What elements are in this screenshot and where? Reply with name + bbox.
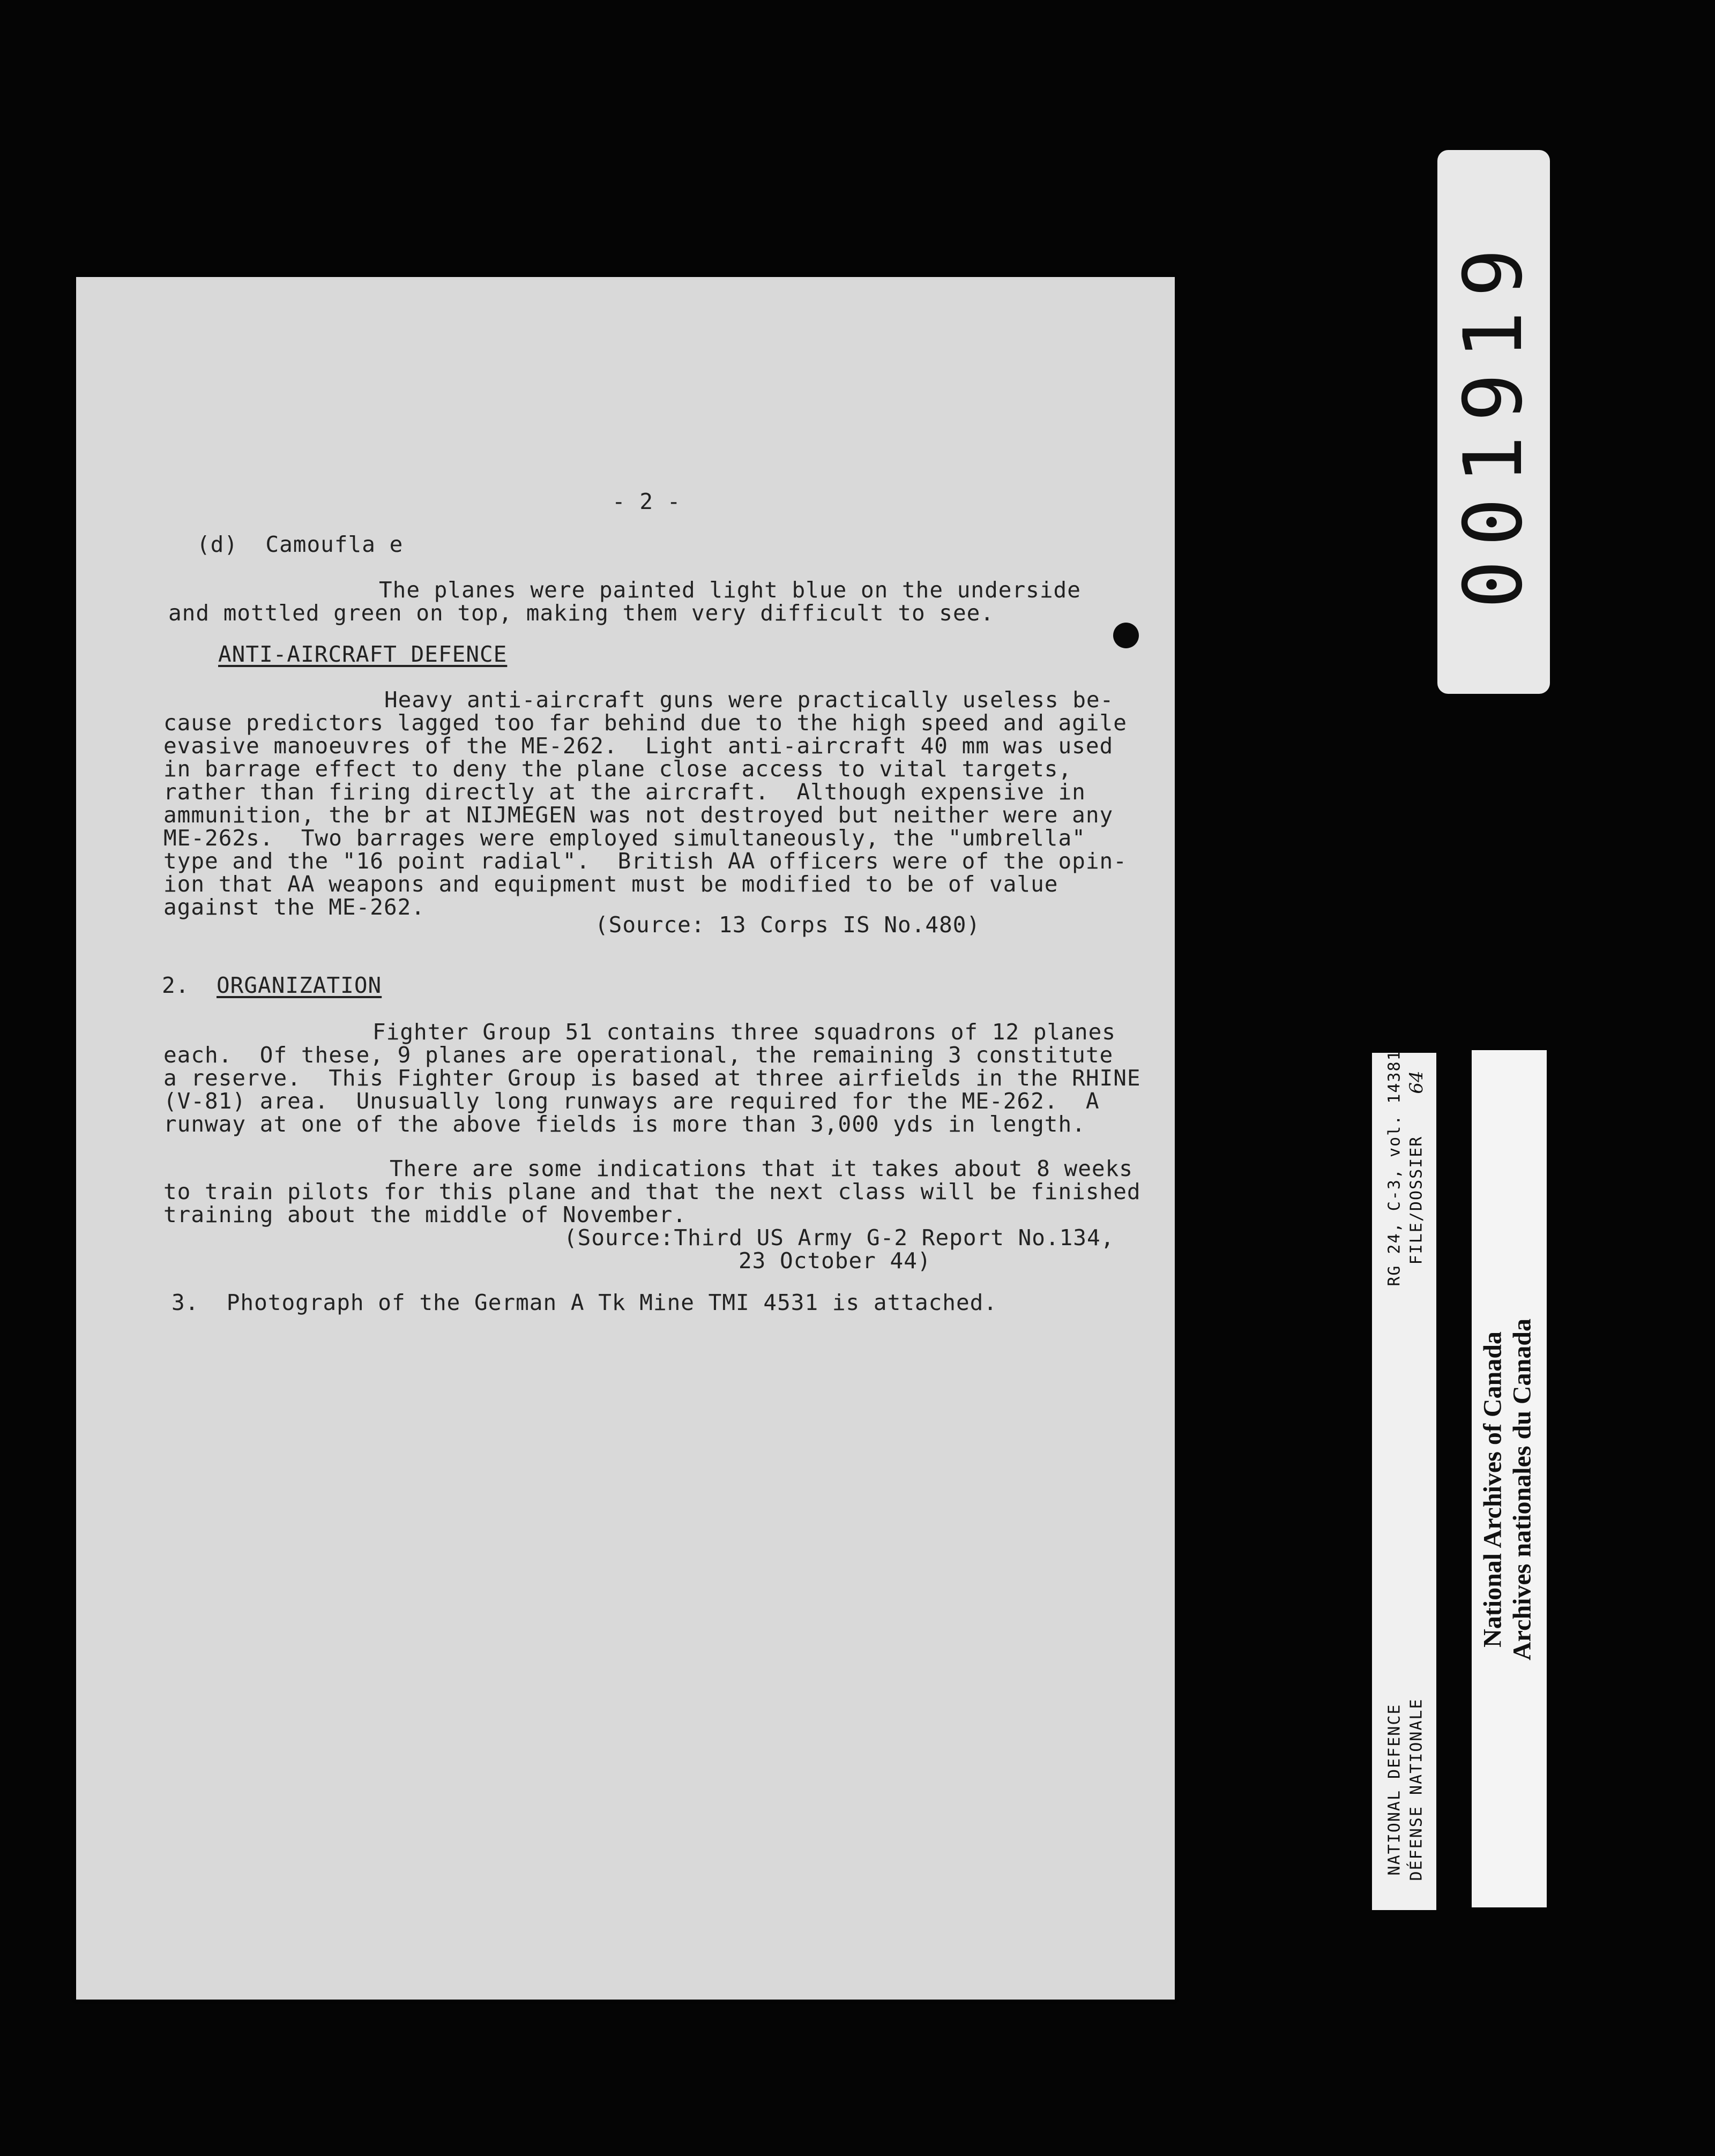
document-page: [76, 277, 1175, 2000]
organization-heading: ORGANIZATION: [217, 972, 382, 998]
organization-line: to train pilots for this plane and that the next class will be finished: [163, 1179, 1141, 1204]
defense-nationale-text: DÉFENSE NATIONALE: [1407, 1698, 1426, 1881]
anti-aircraft-line: in barrage effect to deny the plane close access to vital targets,: [163, 756, 1072, 782]
organization-line: Fighter Group 51 contains three squadrons of 12 planes: [372, 1019, 1116, 1045]
organization-line: (V-81) area. Unusually long runways are required for the ME-262. A: [163, 1088, 1100, 1114]
anti-aircraft-heading: ANTI-AIRCRAFT DEFENCE: [218, 641, 508, 667]
organization-line: There are some indications that it takes about 8 weeks: [390, 1156, 1133, 1181]
anti-aircraft-line: ME-262s. Two barrages were employed simultaneously, the "umbrella": [163, 825, 1086, 851]
anti-aircraft-line: type and the "16 point radial". British AA officers were of the opin-: [163, 848, 1127, 874]
page-number: - 2 -: [612, 489, 681, 514]
frame-number: 001919: [1447, 235, 1540, 609]
file-dossier-label: FILE/DOSSIER: [1407, 1135, 1426, 1265]
organization-source: (Source:Third US Army G-2 Report No.134,: [564, 1225, 1115, 1251]
anti-aircraft-line: ammunition, the br at NIJMEGEN was not destroyed but neither were any: [163, 802, 1114, 828]
organization-line: each. Of these, 9 planes are operational, the remaining 3 constitute: [163, 1042, 1114, 1068]
camouflage-line: and mottled green on top, making them very difficult to see.: [168, 600, 995, 626]
organization-line: a reserve. This Fighter Group is based at three airfields in the RHINE: [163, 1065, 1141, 1091]
anti-aircraft-line: cause predictors lagged too far behind due to the high speed and agile: [163, 710, 1127, 736]
file-number: 64: [1406, 1070, 1427, 1094]
rg-reference: RG 24, C-3, vol. 14381: [1385, 1050, 1404, 1286]
camouflage-heading: (d) Camoufla e: [197, 531, 404, 557]
national-defence-label: [1372, 1053, 1436, 1910]
nac-french: Archives nationales du Canada: [1508, 1319, 1537, 1660]
anti-aircraft-line: ion that AA weapons and equipment must be modified to be of value: [163, 871, 1058, 897]
anti-aircraft-line: Heavy anti-aircraft guns were practically useless be-: [384, 687, 1114, 713]
punch-hole: [1113, 623, 1139, 648]
anti-aircraft-line: rather than firing directly at the aircraft. Although expensive in: [163, 779, 1086, 805]
anti-aircraft-line: against the ME-262.: [163, 894, 425, 920]
section-number: 2.: [162, 972, 190, 998]
organization-source: 23 October 44): [739, 1248, 931, 1274]
organization-line: training about the middle of November.: [163, 1202, 687, 1227]
camouflage-line: The planes were painted light blue on the underside: [379, 577, 1081, 603]
organization-line: runway at one of the above fields is more than 3,000 yds in length.: [163, 1111, 1086, 1137]
anti-aircraft-source: (Source: 13 Corps IS No.480): [595, 912, 981, 938]
anti-aircraft-line: evasive manoeuvres of the ME-262. Light anti-aircraft 40 mm was used: [163, 733, 1114, 759]
nac-english: National Archives of Canada: [1478, 1331, 1507, 1648]
attachment-note: 3. Photograph of the German A Tk Mine TMI 4531 is attached.: [172, 1290, 998, 1315]
national-defence-text: NATIONAL DEFENCE: [1385, 1703, 1404, 1876]
